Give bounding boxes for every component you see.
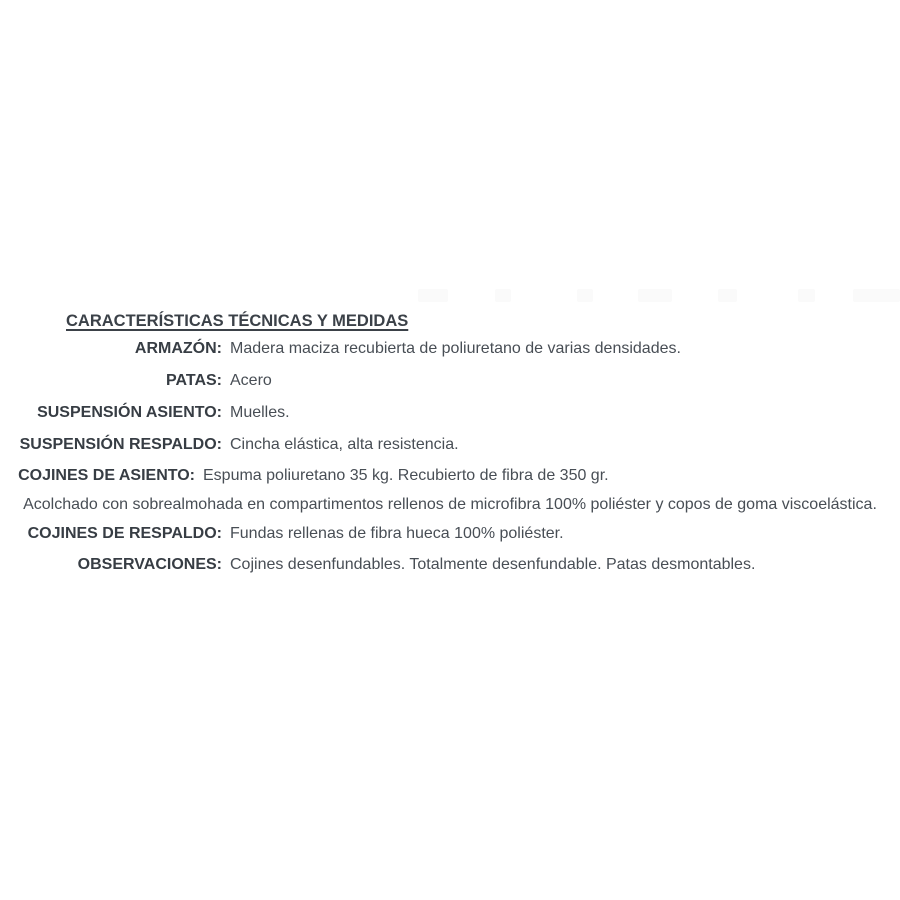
spec-label-patas: PATAS: bbox=[166, 372, 222, 389]
scan-artifact bbox=[798, 289, 815, 302]
spec-row-cojines-asiento bbox=[0, 465, 900, 487]
spec-row-armazon bbox=[0, 338, 900, 360]
spec-label-armazon: ARMAZÓN: bbox=[134, 340, 222, 357]
spec-label-observaciones: OBSERVACIONES: bbox=[77, 556, 222, 573]
scan-artifact bbox=[718, 289, 737, 302]
spec-row-acolchado-note bbox=[0, 494, 900, 516]
spec-value-suspension-asiento: Muelles. bbox=[230, 404, 290, 421]
spec-row-cojines-respaldo bbox=[0, 523, 900, 545]
spec-row-observaciones bbox=[0, 554, 900, 576]
spec-value-patas: Acero bbox=[230, 372, 272, 389]
spec-label-suspension-respaldo: SUSPENSIÓN RESPALDO: bbox=[19, 436, 222, 453]
spec-row-suspension-respaldo bbox=[0, 434, 900, 456]
scan-artifact bbox=[495, 289, 511, 302]
seat-cushion-note: Acolchado con sobrealmohada en compartimentos rellenos de microfibra 100% poliéster y copos de goma viscoelástica. bbox=[23, 496, 877, 513]
scan-artifact bbox=[638, 289, 672, 302]
spec-value-armazon: Madera maciza recubierta de poliuretano de varias densidades. bbox=[230, 340, 681, 357]
scan-artifact bbox=[418, 289, 448, 302]
spec-value-observaciones: Cojines desenfundables. Totalmente desenfundable. Patas desmontables. bbox=[230, 556, 756, 573]
spec-label-suspension-asiento: SUSPENSIÓN ASIENTO: bbox=[37, 404, 222, 421]
spec-value-cojines-respaldo: Fundas rellenas de fibra hueca 100% poliéster. bbox=[230, 525, 564, 542]
scan-artifact bbox=[853, 289, 900, 302]
spec-value-suspension-respaldo: Cincha elástica, alta resistencia. bbox=[230, 436, 459, 453]
section-title: CARACTERÍSTICAS TÉCNICAS Y MEDIDAS bbox=[66, 312, 409, 330]
spec-row-suspension-asiento bbox=[0, 402, 900, 424]
spec-row-patas bbox=[0, 370, 900, 392]
spec-value-cojines-asiento: Espuma poliuretano 35 kg. Recubierto de fibra de 350 gr. bbox=[203, 467, 609, 484]
spec-label-cojines-respaldo: COJINES DE RESPALDO: bbox=[27, 525, 222, 542]
scan-artifact bbox=[577, 289, 593, 302]
spec-label-cojines-asiento: COJINES DE ASIENTO: bbox=[18, 467, 195, 484]
